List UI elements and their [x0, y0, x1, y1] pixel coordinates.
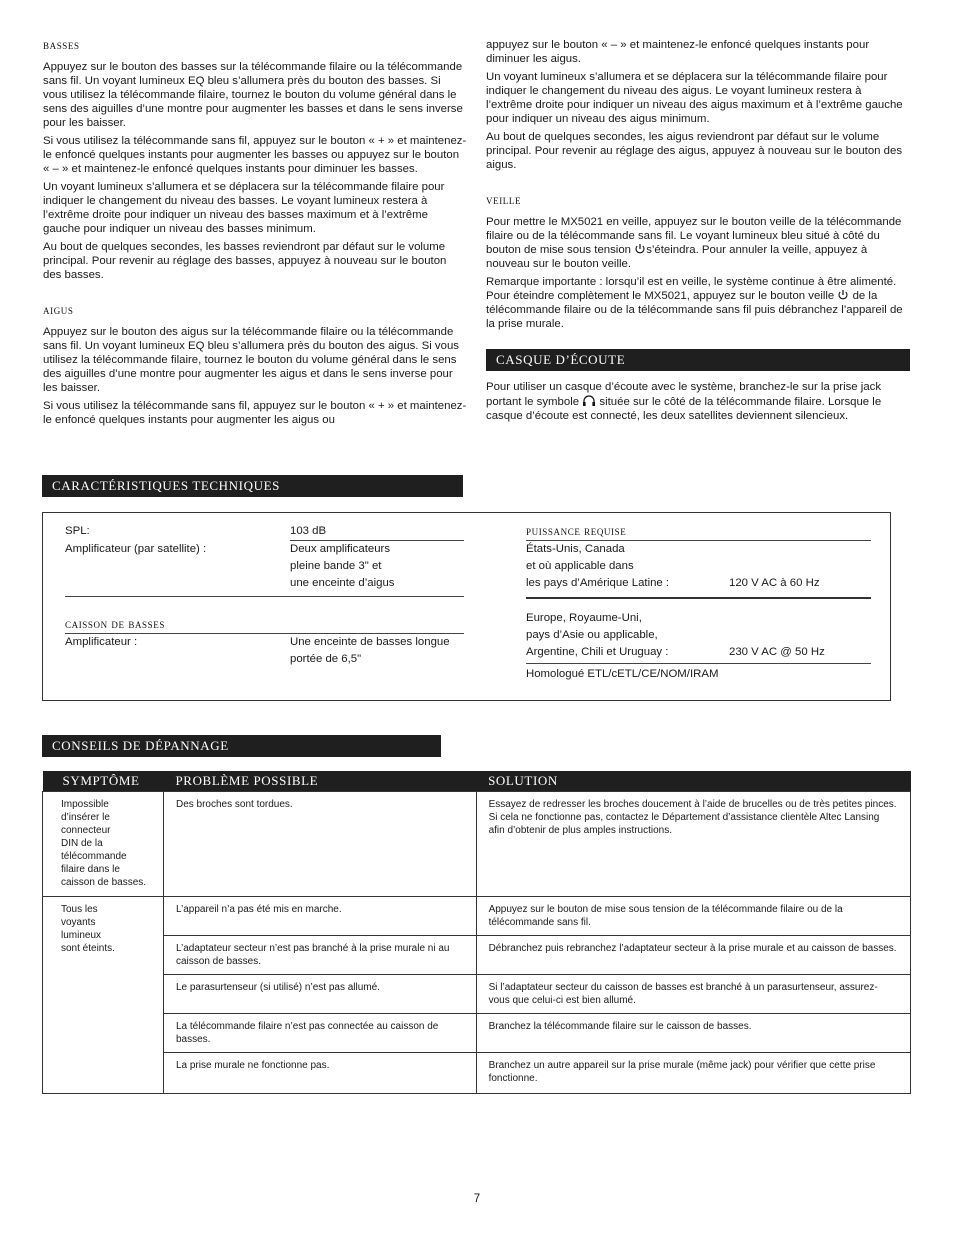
divider: [526, 663, 871, 664]
certification: Homologué ETL/cETL/CE/NOM/IRAM: [526, 668, 719, 680]
specs-heading-bar: [42, 475, 463, 497]
basses-paragraph-1: Appuyez sur le bouton des basses sur la télécommande filaire ou la télécommande sans fil. Un voyant lumineux EQ bleu s’allumera près du bouton des basses. Si vous utilisez la télécommande filaire, tournez le bouton du volume général dans le sens des aiguilles d’une montre pour augmenter les basses et dans le sens inverse pour les baisser.: [43, 61, 463, 129]
sub-amp-value-line: portée de 6,5": [290, 653, 362, 665]
aigus-heading: aigus: [43, 303, 74, 317]
power-eu: [526, 610, 871, 661]
spec-row-spl: [65, 523, 465, 540]
power-us-line: États-Unis, Canada: [526, 543, 625, 555]
table-row: [43, 896, 911, 935]
spec-row-amp: [65, 541, 465, 592]
table-row: [43, 791, 911, 896]
spl-label: SPL:: [65, 525, 90, 537]
solution-cell: Appuyez sur le bouton de mise sous tension de la télécommande filaire ou de la télécommande sans fil.: [476, 896, 910, 935]
solution-cell: Essayez de redresser les broches doucement à l’aide de brucelles ou de très petites pinces. Si cela ne fonctionne pas, contactez le Département d’assistance clientèle Altec Lansing afin d’obtenir de plus amples instructions.: [476, 791, 910, 896]
specs-left: [65, 523, 465, 668]
amp-label: Amplificateur (par satellite) :: [65, 543, 207, 555]
casque-text-a: Pour utiliser un casque d’écoute avec le système, branchez-le sur la prise jack portant le symbole: [486, 381, 882, 408]
veille-paragraph-1: [486, 215, 910, 271]
problem-cell: Le parasurtenseur (si utilisé) n’est pas allumé.: [163, 974, 476, 1013]
basses-paragraph-2: Si vous utilisez la télécommande sans fil, appuyez sur le bouton « + » et maintenez-le enfoncé quelques instants pour augmenter les basses ou appuyez sur le bouton « – » et maintenez-le enfoncé quelques instants pour diminuer les basses.: [43, 135, 467, 175]
veille-text-b: s’éteindra. Pour annuler la veille, appuyez à nouveau sur le bouton veille.: [486, 244, 868, 270]
table-row: [43, 935, 911, 974]
veille-note-b: de la télécommande filaire ou de la télécommande sans fil puis débranchez l’appareil de la prise murale.: [486, 290, 903, 330]
table-row: [43, 1013, 911, 1052]
table-header-row: [43, 771, 911, 791]
power-us: [526, 541, 871, 592]
amp-value-line: une enceinte d’aigus: [290, 577, 395, 589]
power-us-value: 120 V AC à 60 Hz: [729, 577, 820, 589]
spec-row-sub-amp: [65, 634, 465, 668]
spl-value: 103 dB: [290, 525, 327, 537]
casque-paragraph: [486, 380, 910, 423]
specs-box: [42, 512, 891, 701]
aigus-paragraph-1: Appuyez sur le bouton des aigus sur la télécommande filaire ou la télécommande sans fil. Un voyant lumineux EQ bleu s’allumera près du bouton des aigus. Si vous utilisez la télécommande filaire, tournez le bouton du volume général dans le sens des aiguilles d’une montre pour augmenter les aigus et dans le sens inverse pour les baisser.: [43, 326, 459, 394]
sub-amp-label: Amplificateur :: [65, 636, 138, 648]
header-symptom: SYMPTÔME: [43, 771, 164, 791]
troubleshooting-table: [42, 771, 911, 1094]
power-eu-line: Argentine, Chili et Uruguay :: [526, 646, 669, 658]
veille-note-a: Remarque importante : lorsqu’il est en veille, le système continue à être alimenté. Pour éteindre complètement le MX5021, appuyez sur le bouton veille: [486, 276, 897, 302]
page-number: 7: [473, 1193, 481, 1205]
problem-cell: La télécommande filaire n’est pas connectée au caisson de basses.: [163, 1013, 476, 1052]
sub-amp-value-line: Une enceinte de basses longue: [290, 636, 450, 648]
aigus-continued-paragraph-1: appuyez sur le bouton « – » et maintenez-le enfoncé quelques instants pour diminuer les aigus.: [486, 39, 870, 65]
casque-text-b: située sur le côté de la télécommande filaire. Lorsque le casque d’écoute est connecté, les deux satellites deviennent silencieux.: [486, 396, 882, 422]
header-problem: PROBLÈME POSSIBLE: [163, 771, 476, 791]
headphones-icon: [582, 394, 596, 407]
subwoofer-heading: caisson de basses: [65, 617, 165, 631]
left-column: [43, 38, 467, 431]
solution-cell: Branchez un autre appareil sur la prise murale (même jack) pour vérifier que cette prise fonctionne.: [476, 1052, 910, 1093]
power-icon: [837, 289, 849, 301]
power-eu-value: 230 V AC @ 50 Hz: [729, 646, 825, 658]
aigus-continued-paragraph-3: Au bout de quelques secondes, les aigus reviendront par défaut sur le volume principal. Pour revenir au réglage des aigus, appuyez à nouveau sur le bouton des aigus.: [486, 131, 903, 171]
specs-right: [526, 523, 871, 683]
basses-heading: basses: [43, 38, 80, 52]
problem-cell: La prise murale ne fonctionne pas.: [163, 1052, 476, 1093]
table-row: [43, 974, 911, 1013]
troubleshooting-heading: CONSEILS DE DÉPANNAGE: [52, 738, 229, 753]
solution-cell: Branchez la télécommande filaire sur le caisson de basses.: [476, 1013, 910, 1052]
power-eu-line: Europe, Royaume-Uni,: [526, 612, 642, 624]
basses-paragraph-4: Au bout de quelques secondes, les basses reviendront par défaut sur le volume principal. Pour revenir au réglage des basses, appuyez à nouveau sur le bouton des basses.: [43, 241, 447, 281]
symptom-cell: Tous les voyants lumineux sont éteints.: [43, 896, 164, 1093]
problem-cell: Des broches sont tordues.: [163, 791, 476, 896]
aigus-paragraph-2: Si vous utilisez la télécommande sans fil, appuyez sur le bouton « + » et maintenez-le enfoncé quelques instants pour augmenter les aigus ou: [43, 400, 467, 426]
veille-paragraph-2: [486, 275, 910, 331]
veille-text-a: Pour mettre le MX5021 en veille, appuyez sur le bouton veille de la télécommande filaire ou de la télécommande sans fil. Le voyant lumineux bleu situé à côté du bouton de mise sous tension: [486, 216, 902, 256]
amp-value-line: pleine bande 3" et: [290, 560, 382, 572]
header-solution: SOLUTION: [476, 771, 910, 791]
power-us-line: les pays d’Amérique Latine :: [526, 577, 670, 589]
casque-heading-bar: [486, 349, 910, 371]
troubleshooting-heading-bar: [42, 735, 441, 757]
solution-cell: Débranchez puis rebranchez l’adaptateur secteur à la prise murale et au caisson de basses.: [476, 935, 910, 974]
problem-cell: L’appareil n’a pas été mis en marche.: [163, 896, 476, 935]
specs-heading: CARACTÉRISTIQUES TECHNIQUES: [52, 478, 280, 493]
symptom-cell: Impossible d’insérer le connecteur DIN de la télécommande filaire dans le caisson de basses.: [43, 791, 164, 896]
right-column: [486, 38, 910, 427]
amp-value-line: Deux amplificateurs: [290, 543, 391, 555]
table-row: [43, 1052, 911, 1093]
power-icon: [634, 243, 646, 255]
casque-heading: CASQUE D’ÉCOUTE: [496, 352, 626, 367]
power-us-line: et où applicable dans: [526, 560, 634, 572]
basses-paragraph-3: Un voyant lumineux s’allumera et se déplacera sur la télécommande filaire pour indiquer le changement du niveau des basses. Le voyant lumineux restera à l’extrême droite pour indiquer un niveau des basses maximum et à l’extrême gauche pour indiquer un niveau des basses minimum.: [43, 181, 445, 235]
aigus-continued-paragraph-2: Un voyant lumineux s’allumera et se déplacera sur la télécommande filaire pour indiquer le changement du niveau des aigus. Le voyant lumineux restera à l’extrême droite pour indiquer un niveau des aigus maximum et à l’extrême gauche pour indiquer un niveau des aigus minimum.: [486, 71, 903, 125]
power-heading: puissance requise: [526, 524, 627, 538]
solution-cell: Si l’adaptateur secteur du caisson de basses est branché à un parasurtenseur, assurez-vous que celui-ci est bien allumé.: [476, 974, 910, 1013]
veille-heading: veille: [486, 193, 522, 207]
power-eu-line: pays d’Asie ou applicable,: [526, 629, 658, 641]
problem-cell: L’adaptateur secteur n’est pas branché à la prise murale ni au caisson de basses.: [163, 935, 476, 974]
